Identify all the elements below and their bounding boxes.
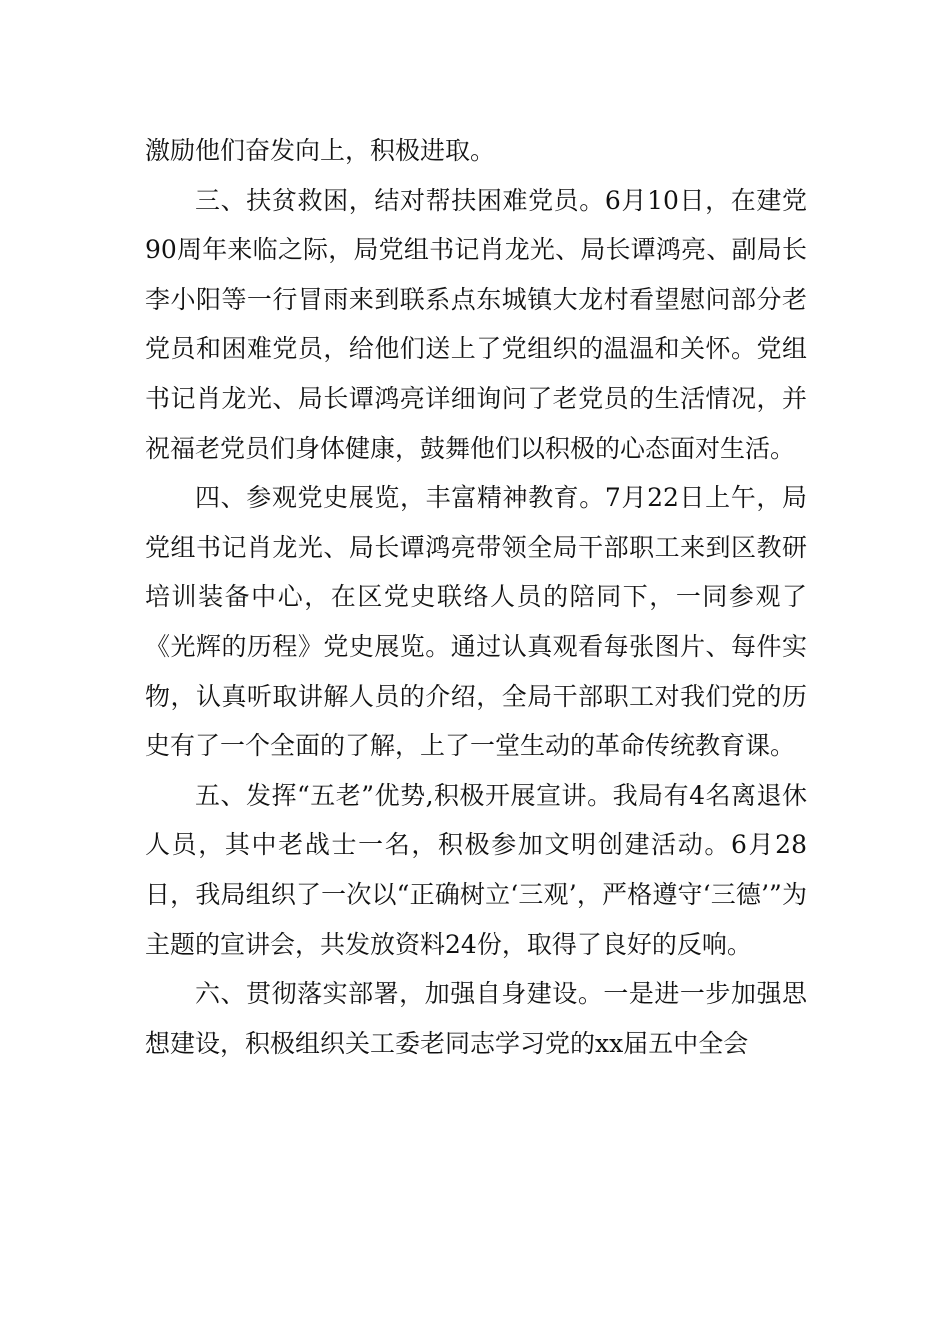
document-body: [145, 126, 807, 1068]
paragraph-poverty-relief: 三、扶贫救困，结对帮扶困难党员。6月10日，在建党90周年来临之际，局党组书记肖龙光、局长谭鸿亮、副局长李小阳等一行冒雨来到联系点东城镇大龙村看望慰问部分老党员和困难党员，给他们送上了党组织的温温和关怀。党组书记肖龙光、局长谭鸿亮详细询问了老党员的生活情况，并祝福老党员们身体健康，鼓舞他们以积极的心态面对生活。: [145, 185, 807, 463]
paragraph-five-elders-lecture: 五、发挥“五老”优势,积极开展宣讲。我局有4名离退休人员，其中老战士一名，积极参加文明创建活动。6月28日，我局组织了一次以“正确树立‘三观’，严格遵守‘三德’”为主题的宣讲会，共发放资料24份，取得了良好的反响。: [145, 780, 807, 959]
paragraph-history-exhibition: 四、参观党史展览，丰富精神教育。7月22日上午，局党组书记肖龙光、局长谭鸿亮带领全局干部职工来到区教研培训装备中心，在区党史联络人员的陪同下，一同参观了《光辉的历程》党史展览。通过认真观看每张图片、每件实物，认真听取讲解人员的介绍，全局干部职工对我们党的历史有了一个全面的了解，上了一堂生动的革命传统教育课。: [145, 483, 807, 761]
paragraph-self-construction: 六、贯彻落实部署，加强自身建设。一是进一步加强思想建设，积极组织关工委老同志学习党的xx届五中全会: [145, 979, 807, 1058]
paragraph-continuation: 激励他们奋发向上，积极进取。: [145, 136, 496, 165]
